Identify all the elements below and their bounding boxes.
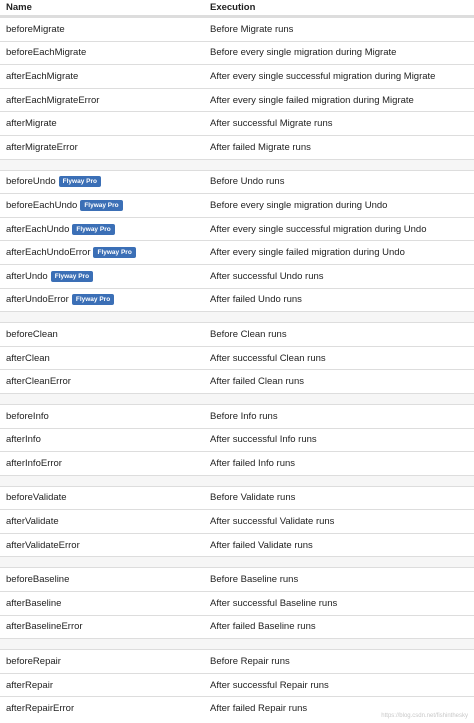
callback-execution: Before Baseline runs xyxy=(210,574,299,586)
callback-name-text: afterValidate xyxy=(6,516,59,528)
group-separator xyxy=(0,638,474,649)
table-row xyxy=(0,64,474,88)
callback-name-text: afterEachMigrateError xyxy=(6,94,100,106)
callback-name-text: afterRepair xyxy=(6,679,53,691)
table-row xyxy=(0,404,474,428)
table-row xyxy=(0,170,474,194)
callback-name xyxy=(0,247,204,258)
callback-name xyxy=(0,329,204,340)
table-row xyxy=(0,17,474,41)
callback-execution: Before Clean runs xyxy=(210,328,287,340)
table-row xyxy=(0,135,474,159)
callback-name-text: afterUndo xyxy=(6,270,48,282)
callback-name xyxy=(0,411,204,422)
callback-execution: After successful Validate runs xyxy=(210,516,335,528)
table-row xyxy=(0,369,474,393)
callback-name-text: beforeClean xyxy=(6,328,58,340)
table-row xyxy=(0,193,474,217)
callback-name-text: afterRepairError xyxy=(6,703,75,715)
table-header xyxy=(0,0,474,17)
table-row xyxy=(0,428,474,452)
callback-name xyxy=(0,118,204,129)
callback-execution: Before Validate runs xyxy=(210,492,296,504)
callback-name-text: afterInfo xyxy=(6,434,41,446)
callback-name-text: afterEachMigrate xyxy=(6,70,79,82)
table-row xyxy=(0,673,474,697)
callback-name xyxy=(0,376,204,387)
callback-name xyxy=(0,142,204,153)
callback-execution: Before Undo runs xyxy=(210,176,285,188)
callback-execution: After every single failed migration during Migrate xyxy=(210,94,414,106)
table-row xyxy=(0,567,474,591)
callback-name-text: afterCleanError xyxy=(6,376,71,388)
table-row xyxy=(0,111,474,135)
table-row xyxy=(0,509,474,533)
flyway-pro-badge: Flyway Pro xyxy=(59,176,101,187)
callback-execution: After failed Baseline runs xyxy=(210,621,316,633)
callback-name-text: afterInfoError xyxy=(6,457,62,469)
callback-name-text: afterMigrateError xyxy=(6,141,78,153)
flyway-pro-badge: Flyway Pro xyxy=(51,271,93,282)
header-execution: Execution xyxy=(210,2,256,13)
table-row xyxy=(0,451,474,475)
callback-execution: Before Info runs xyxy=(210,410,278,422)
callback-execution: After successful Migrate runs xyxy=(210,118,333,130)
callback-name xyxy=(0,95,204,106)
table-body xyxy=(0,17,474,720)
callback-name-text: afterBaseline xyxy=(6,597,62,609)
callback-name-text: beforeInfo xyxy=(6,410,49,422)
callback-name xyxy=(0,176,204,187)
group-separator xyxy=(0,556,474,567)
callback-name xyxy=(0,271,204,282)
callback-name-text: afterEachUndo xyxy=(6,223,70,235)
callback-name xyxy=(0,47,204,58)
callback-execution: Before Migrate runs xyxy=(210,23,294,35)
table-row xyxy=(0,486,474,510)
callback-execution: After failed Undo runs xyxy=(210,294,302,306)
flyway-pro-badge: Flyway Pro xyxy=(72,224,114,235)
callback-name xyxy=(0,294,204,305)
flyway-pro-badge: Flyway Pro xyxy=(93,247,135,258)
group-separator xyxy=(0,311,474,322)
callback-execution: After successful Baseline runs xyxy=(210,597,338,609)
callback-execution: After successful Repair runs xyxy=(210,679,329,691)
callback-name xyxy=(0,458,204,469)
callback-name-text: beforeMigrate xyxy=(6,23,65,35)
flyway-pro-badge: Flyway Pro xyxy=(72,294,114,305)
callback-execution: After failed Migrate runs xyxy=(210,141,311,153)
group-separator xyxy=(0,475,474,486)
callback-execution: After every single successful migration during Undo xyxy=(210,223,427,235)
callback-name-text: beforeEachUndo xyxy=(6,199,78,211)
callback-execution: After successful Undo runs xyxy=(210,270,324,282)
table-row xyxy=(0,240,474,264)
table-row xyxy=(0,322,474,346)
callback-execution: Before every single migration during Undo xyxy=(210,199,388,211)
table-row xyxy=(0,649,474,673)
table-row xyxy=(0,217,474,241)
table-row xyxy=(0,88,474,112)
callback-execution: Before Repair runs xyxy=(210,656,290,668)
flyway-pro-badge: Flyway Pro xyxy=(80,200,122,211)
table-row xyxy=(0,264,474,288)
callback-name xyxy=(0,434,204,445)
callback-name-text: beforeRepair xyxy=(6,656,61,668)
callback-execution: After every single successful migration during Migrate xyxy=(210,70,436,82)
table-row xyxy=(0,615,474,639)
callback-name xyxy=(0,492,204,503)
callback-name xyxy=(0,680,204,691)
callback-name-text: beforeUndo xyxy=(6,176,56,188)
callback-name xyxy=(0,516,204,527)
callback-name-text: afterEachUndoError xyxy=(6,247,91,259)
callback-name-text: beforeValidate xyxy=(6,492,67,504)
callback-name xyxy=(0,540,204,551)
group-separator xyxy=(0,393,474,404)
callback-name xyxy=(0,224,204,235)
callback-name xyxy=(0,200,204,211)
table-row xyxy=(0,288,474,312)
callback-execution: After successful Clean runs xyxy=(210,352,326,364)
table-row xyxy=(0,591,474,615)
callback-name xyxy=(0,71,204,82)
callback-execution: After failed Validate runs xyxy=(210,539,313,551)
callback-name xyxy=(0,656,204,667)
callback-name xyxy=(0,621,204,632)
header-name: Name xyxy=(6,2,32,13)
group-separator xyxy=(0,159,474,170)
callback-name-text: afterUndoError xyxy=(6,294,69,306)
callback-execution: Before every single migration during Migrate xyxy=(210,47,397,59)
table-row xyxy=(0,533,474,557)
watermark: https://blog.csdn.net/fishinthesky xyxy=(381,713,468,719)
callback-name-text: beforeEachMigrate xyxy=(6,47,87,59)
callback-name-text: afterValidateError xyxy=(6,539,80,551)
callback-execution: After successful Info runs xyxy=(210,434,317,446)
callback-name-text: beforeBaseline xyxy=(6,574,70,586)
table-row xyxy=(0,41,474,65)
callback-name-text: afterBaselineError xyxy=(6,621,83,633)
callback-name xyxy=(0,353,204,364)
callback-name-text: afterMigrate xyxy=(6,118,57,130)
callback-execution: After failed Repair runs xyxy=(210,703,308,715)
table-row xyxy=(0,346,474,370)
callback-name xyxy=(0,574,204,585)
callback-name-text: afterClean xyxy=(6,352,50,364)
callback-execution: After failed Info runs xyxy=(210,457,296,469)
callback-name xyxy=(0,598,204,609)
callback-name xyxy=(0,703,204,714)
callback-execution: After failed Clean runs xyxy=(210,376,304,388)
callback-execution: After every single failed migration during Undo xyxy=(210,247,405,259)
callback-name xyxy=(0,24,204,35)
